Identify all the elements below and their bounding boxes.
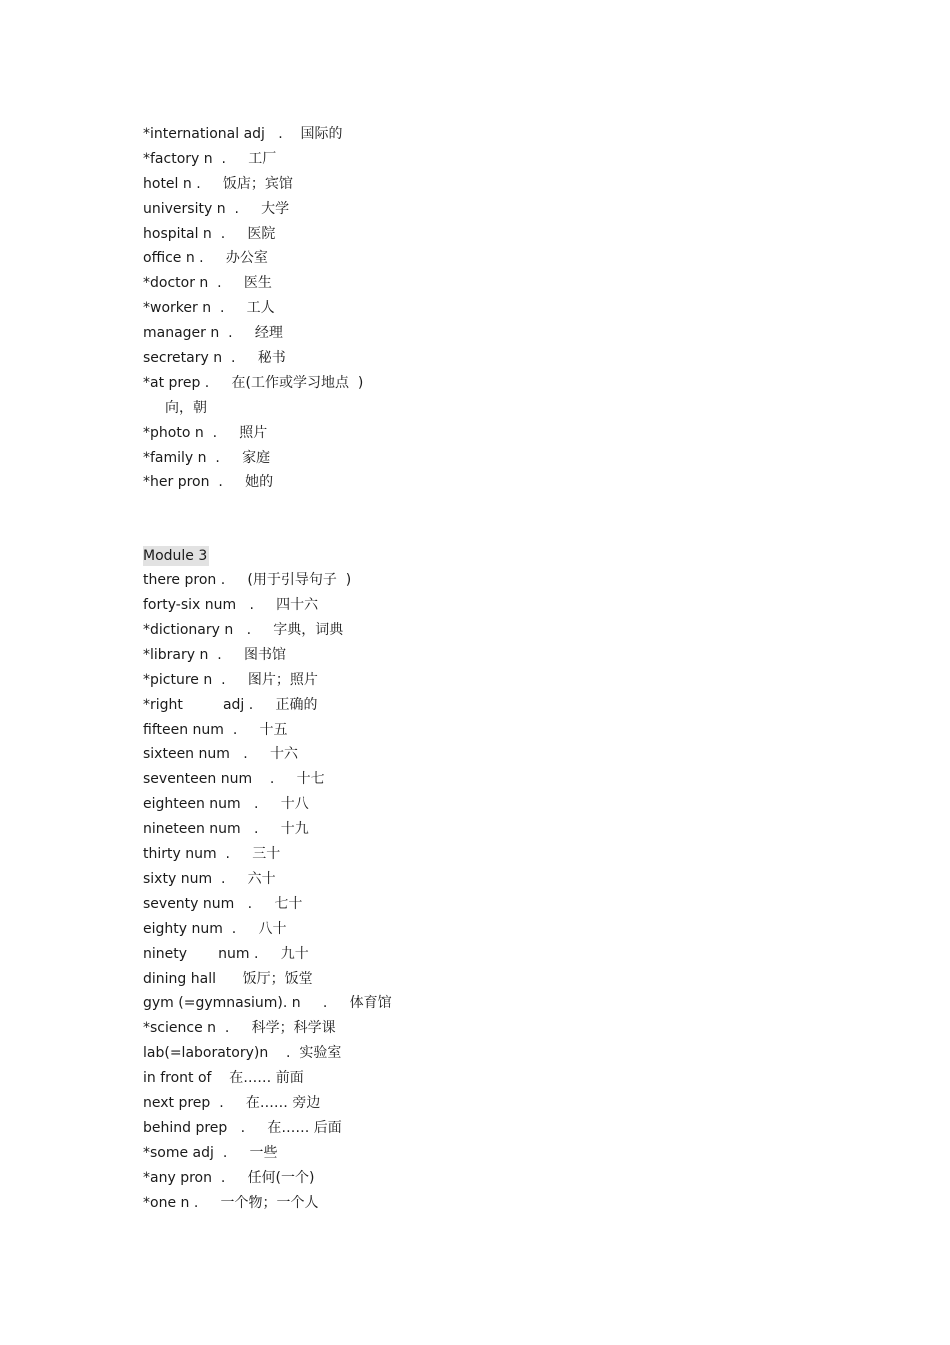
module-heading: Module 3 (143, 548, 208, 565)
vocab-line: *at prep . 在(工作或学习地点 ) (143, 374, 364, 391)
vocab-line: thirty num . 三十 (143, 846, 281, 863)
vocab-line: dining hall 饭厅；饭堂 (143, 970, 313, 987)
vocab-line: *science n . 科学；科学课 (143, 1020, 336, 1037)
vocab-line: *family n . 家庭 (143, 449, 271, 466)
vocab-line: nineteen num . 十九 (143, 821, 309, 838)
vocab-line: sixteen num . 十六 (143, 746, 298, 763)
vocab-line: *factory n . 工厂 (143, 150, 277, 167)
document-page (143, 122, 843, 1215)
vocab-line: *her pron . 她的 (143, 474, 274, 491)
vocab-line: secretary n . 秘书 (143, 350, 286, 367)
vocab-line: forty-six num . 四十六 (143, 597, 319, 614)
module-heading-row (143, 543, 843, 568)
vocabulary-list-module-3 (143, 543, 843, 1215)
vocab-line: *any pron . 任何(一个) (143, 1169, 315, 1186)
section-spacer (143, 495, 843, 543)
vocabulary-list-part-1 (143, 122, 843, 495)
vocab-line: *worker n . 工人 (143, 300, 275, 317)
vocab-line: manager n . 经理 (143, 325, 283, 342)
vocab-line: in front of 在…… 前面 (143, 1070, 304, 1087)
vocab-line-continuation: 向，朝 (165, 399, 207, 416)
vocab-line: sixty num . 六十 (143, 870, 276, 887)
vocab-line: *right adj . 正确的 (143, 696, 318, 713)
vocab-line: *library n . 图书馆 (143, 646, 286, 663)
vocab-line: eighty num . 八十 (143, 920, 287, 937)
vocab-line: next prep . 在…… 旁边 (143, 1094, 321, 1111)
vocab-line: office n . 办公室 (143, 250, 268, 267)
vocab-line: fifteen num . 十五 (143, 721, 288, 738)
vocab-line: behind prep . 在…… 后面 (143, 1119, 342, 1136)
vocab-line: *one n . 一个物；一个人 (143, 1194, 319, 1211)
vocab-line: *picture n . 图片；照片 (143, 671, 318, 688)
vocab-line: *photo n . 照片 (143, 424, 268, 441)
vocab-line: ninety num . 九十 (143, 945, 309, 962)
vocab-line: eighteen num . 十八 (143, 796, 309, 813)
vocab-line: *doctor n . 医生 (143, 275, 272, 292)
vocab-line: *international adj . 国际的 (143, 126, 343, 142)
vocab-line: lab(=laboratory)n . 实验室 (143, 1045, 342, 1062)
vocab-line: seventy num . 七十 (143, 895, 303, 912)
vocab-line: seventeen num . 十七 (143, 771, 325, 788)
vocab-line: gym (=gymnasium). n . 体育馆 (143, 995, 392, 1012)
vocab-line: *dictionary n . 字典，词典 (143, 622, 344, 639)
vocab-line: hotel n . 饭店；宾馆 (143, 175, 293, 192)
vocab-line: there pron . (用于引导句子 ) (143, 572, 352, 589)
vocab-line: university n . 大学 (143, 200, 290, 217)
vocab-line: *some adj . 一些 (143, 1144, 278, 1161)
vocab-line: hospital n . 医院 (143, 225, 276, 242)
